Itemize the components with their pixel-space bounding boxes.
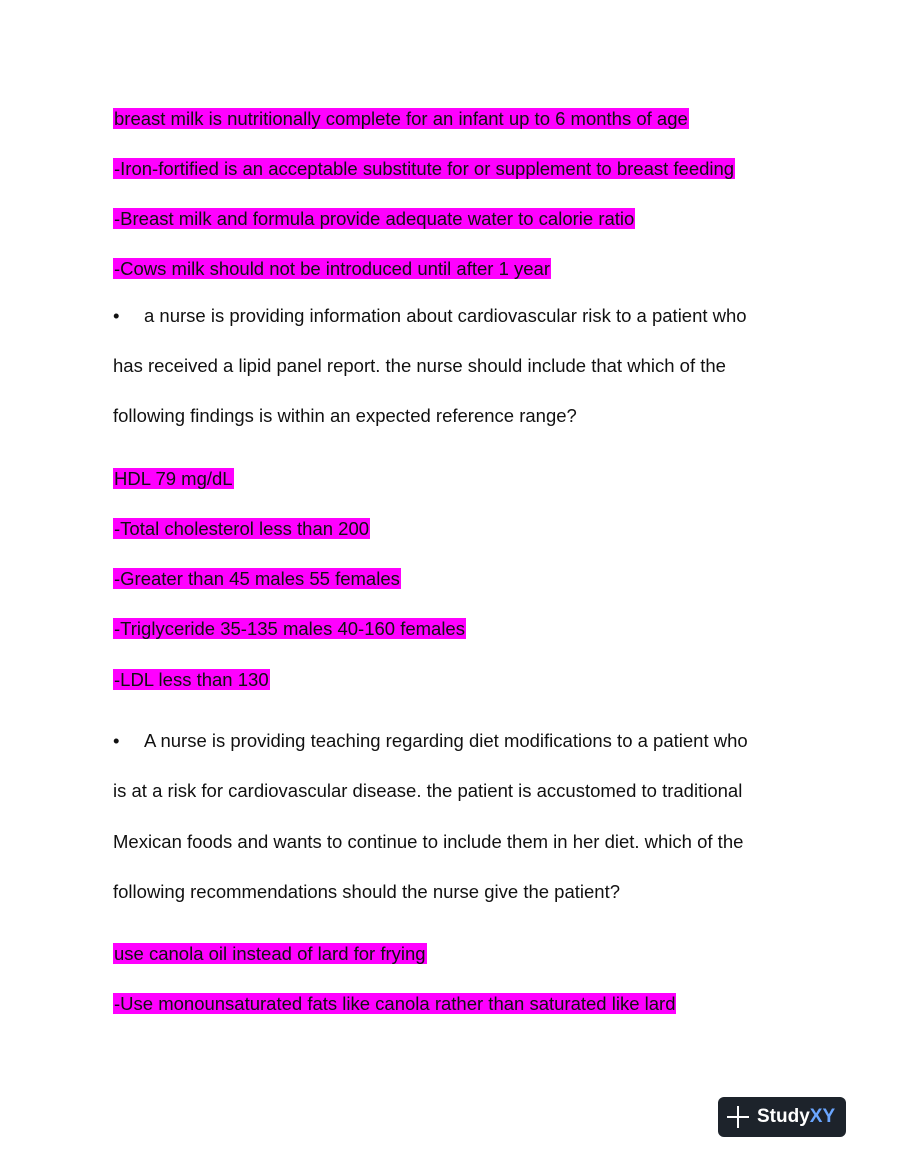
question-line: following recommendations should the nurse give the patient? — [113, 881, 621, 902]
highlight-text: use canola oil instead of lard for frying — [114, 943, 426, 964]
question-line: following findings is within an expected reference range? — [113, 405, 577, 426]
brand-name: Study — [757, 1106, 810, 1127]
highlight-text: -LDL less than 130 — [114, 669, 269, 690]
highlight-line — [113, 207, 635, 231]
highlight-line — [113, 942, 427, 966]
question-line: is at a risk for cardiovascular disease. the patient is accustomed to traditional — [113, 780, 743, 801]
highlight-line — [113, 617, 466, 641]
question-line: Mexican foods and wants to continue to include them in her diet. which of the — [113, 831, 744, 852]
question-line: a nurse is providing information about cardiovascular risk to a patient who — [144, 305, 747, 326]
question-line: A nurse is providing teaching regarding diet modifications to a patient who — [144, 730, 748, 751]
question-line: has received a lipid panel report. the nurse should include that which of the — [113, 355, 726, 376]
highlight-line — [113, 107, 689, 131]
highlight-line — [113, 668, 270, 692]
highlight-text: breast milk is nutritionally complete for an infant up to 6 months of age — [114, 108, 688, 129]
studyxy-badge[interactable] — [718, 1097, 846, 1137]
highlight-line — [113, 992, 676, 1016]
bullet-marker: • — [113, 305, 120, 326]
highlight-line — [113, 467, 234, 491]
highlight-text: -Iron-fortified is an acceptable substitute for or supplement to breast feeding — [114, 158, 735, 179]
highlight-text: -Greater than 45 males 55 females — [114, 568, 400, 589]
highlight-text: HDL 79 mg/dL — [114, 468, 233, 489]
highlight-line — [113, 517, 370, 541]
brand-suffix: XY — [809, 1106, 836, 1127]
highlight-text: -Cows milk should not be introduced until after 1 year — [114, 258, 550, 279]
highlight-text: -Total cholesterol less than 200 — [114, 518, 370, 539]
plus-icon — [727, 1106, 749, 1128]
highlight-text: -Use monounsaturated fats like canola rather than saturated like lard — [114, 993, 676, 1014]
bullet-marker: • — [113, 730, 120, 751]
highlight-line — [113, 157, 735, 181]
highlight-line — [113, 257, 551, 281]
brand-logo-text — [757, 1106, 835, 1128]
highlight-text: -Breast milk and formula provide adequate water to calorie ratio — [114, 208, 635, 229]
highlight-line — [113, 567, 401, 591]
highlight-text: -Triglyceride 35-135 males 40-160 females — [114, 618, 465, 639]
